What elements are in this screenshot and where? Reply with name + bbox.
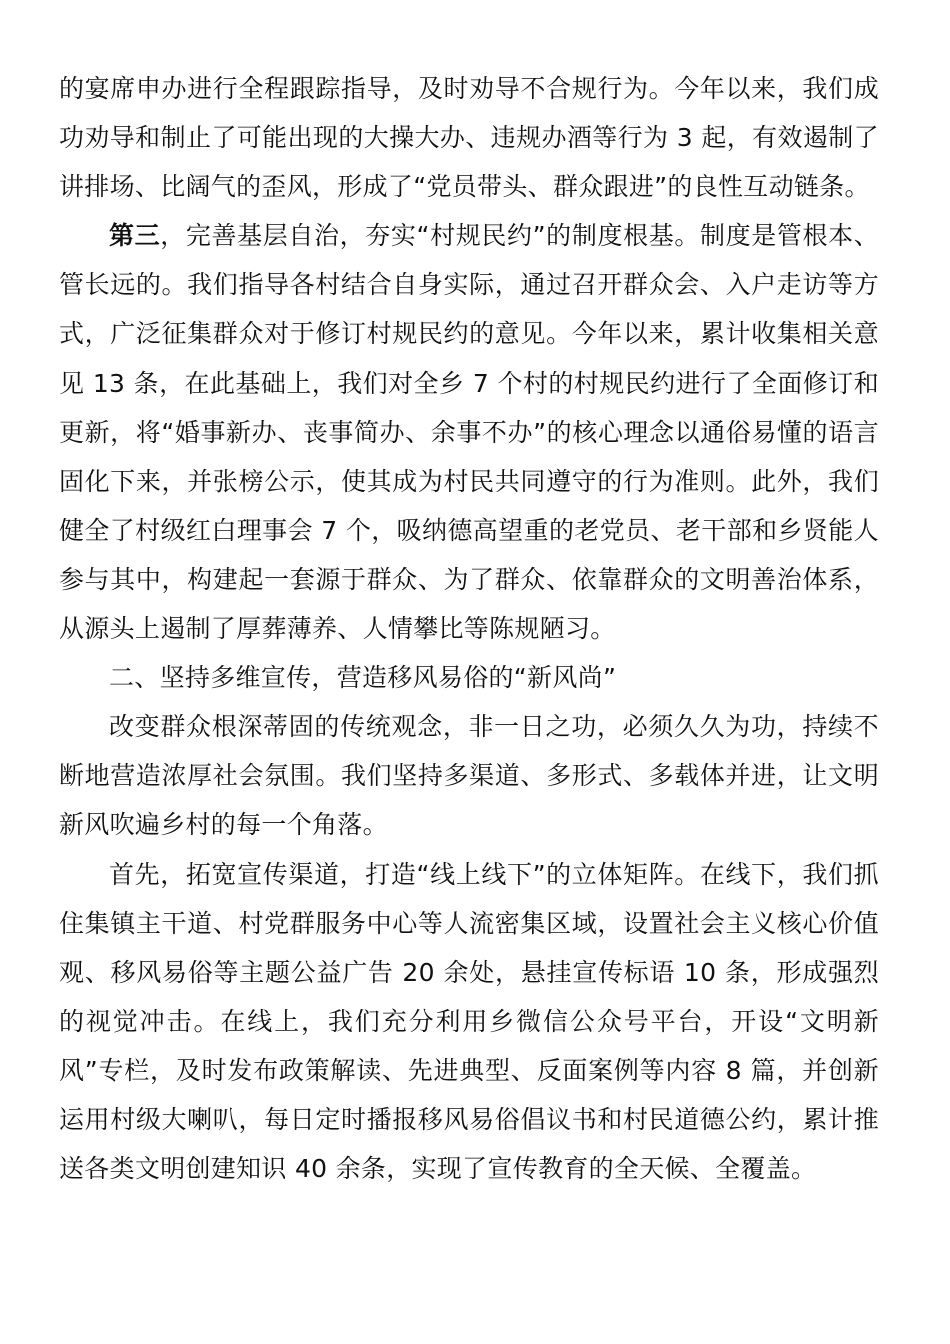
- paragraph-continuation: 的宴席申办进行全程跟踪指导，及时劝导不合规行为。今年以来，我们成功劝导和制止了可能出现的大操大办、违规办酒等行为 3 起，有效遏制了讲排场、比阔气的歪风，形成了“党员带头、群众跟进”的良性互动链条。: [59, 74, 879, 202]
- section-heading: 二、坚持多维宣传，营造移风易俗的“新风尚”: [109, 663, 617, 693]
- paragraph-first-measure: 首先，拓宽宣传渠道，打造“线上线下”的立体矩阵。在线下，我们抓住集镇主干道、村党群服务中心等人流密集区域，设置社会主义核心价值观、移风易俗等主题公益广告 20 余处，悬挂宣传标语 10 条，形成强烈的视觉冲击。在线上，我们充分利用乡微信公众号平台，开设“文明新风”专栏，及时发布政策解读、先进典型、反面案例等内容 8 篇，并创新运用村级大喇叭，每日定时播报移风易俗倡议书和村民道德公约，累计推送各类文明创建知识 40 余条，实现了宣传教育的全天候、全覆盖。: [59, 859, 879, 1184]
- paragraph-third-text: ，完善基层自治，夯实“村规民约”的制度根基。制度是管根本、管长远的。我们指导各村结合自身实际，通过召开群众会、入户走访等方式，广泛征集群众对于修订村规民约的意见。今年以来，累计收集相关意见 13 条，在此基础上，我们对全乡 7 个村的村规民约进行了全面修订和更新，将“婚事新办、丧事简办、余事不办”的核心理念以通俗易懂的语言固化下来，并张榜公示，使其成为村民共同遵守的行为准则。此外，我们健全了村级红白理事会 7 个，吸纳德高望重的老党员、老干部和乡贤能人参与其中，构建起一套源于群众、为了群众、依靠群众的文明善治体系，从源头上遏制了厚葬薄养、人情攀比等陈规陋习。: [59, 221, 880, 644]
- paragraph-intro: 改变群众根深蒂固的传统观念，非一日之功，必须久久为功，持续不断地营造浓厚社会氛围。我们坚持多渠道、多形式、多载体并进，让文明新风吹遍乡村的每一个角落。: [59, 712, 879, 840]
- paragraph-third-point: [59, 211, 879, 653]
- paragraph-lead-label: 第三: [109, 221, 161, 251]
- document-body: [59, 64, 879, 1193]
